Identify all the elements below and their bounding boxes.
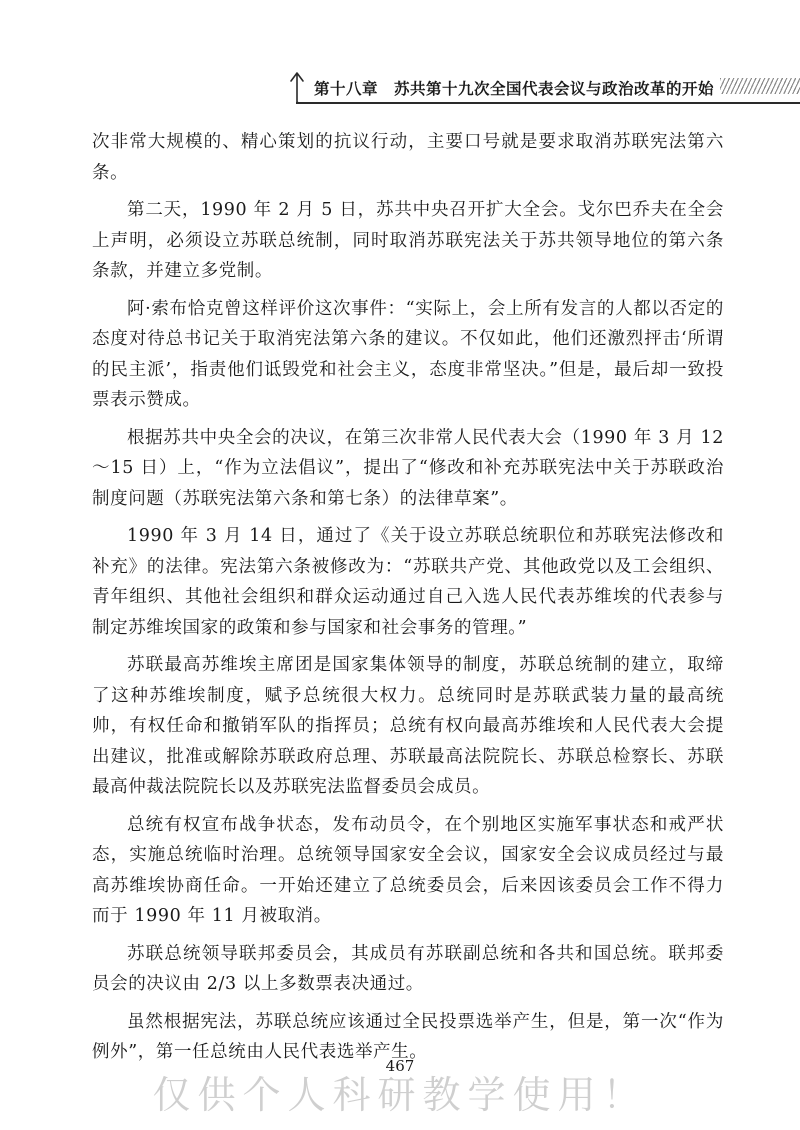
paragraph: 苏联最高苏维埃主席团是国家集体领导的制度，苏联总统制的建立，取缔了这种苏维埃制度，赋予总统很大权力。总统同时是苏联武装力量的最高统帅，有权任命和撤销军队的指挥员；总统有权向最高苏维埃和人民代表大会提出建议，批准或解除苏联政府总理、苏联最高法院院长、苏联总检察长、苏联最高仲裁法院院长以及苏联宪法监督委员会成员。 [92, 655, 724, 797]
paragraph-continued: 次非常大规模的、精心策划的抗议行动，主要口号就是要求取消苏联宪法第六条。 [92, 132, 724, 183]
paragraph: 阿·索布恰克曾这样评价这次事件：“实际上，会上所有发言的人都以否定的态度对待总书记关于取消宪法第六条的建议。不仅如此，他们还激烈抨击‘所谓的民主派’，指责他们诋毁党和社会主义，态度非常坚决。”但是，最后却一致投票表示赞成。 [92, 298, 724, 410]
header-rule [296, 102, 800, 104]
page-number: 467 [385, 1057, 415, 1075]
paragraph: 第二天，1990 年 2 月 5 日，苏共中央召开扩大全会。戈尔巴乔夫在全会上声明，必须设立苏联总统制，同时取消苏联宪法关于苏共领导地位的第六条条款，并建立多党制。 [92, 200, 724, 281]
paragraph: 苏联总统领导联邦委员会，其成员有苏联副总统和各共和国总统。联邦委员会的决议由 2/3 以上多数票表决通过。 [92, 943, 724, 994]
running-header [284, 68, 800, 104]
paragraph: 根据苏共中央全会的决议，在第三次非常人民代表大会（1990 年 3 月 12～15 日）上，“作为立法倡议”，提出了“修改和补充苏联宪法中关于苏联政治制度问题（苏联宪法第六条和第七条）的法律草案”。 [92, 427, 724, 509]
paragraph: 1990 年 3 月 14 日，通过了《关于设立苏联总统职位和苏联宪法修改和补充》的法律。宪法第六条被修改为：“苏联共产党、其他政党以及工会组织、青年组织、其他社会组织和群众运动通过自己入选人民代表苏维埃的代表参与制定苏维埃国家的政策和参与国家和社会事务的管理。” [92, 526, 724, 638]
paragraph: 总统有权宣布战争状态，发布动员令，在个别地区实施军事状态和戒严状态，实施总统临时治理。总统领导国家安全会议，国家安全会议成员经过与最高苏维埃协商任命。一开始还建立了总统委员会，后来因该委员会工作不得力而于 1990 年 11 月被取消。 [92, 814, 724, 926]
watermark: 仅供个人科研教学使用！ [152, 1073, 648, 1117]
up-arrow-icon [284, 68, 310, 104]
header-hatch-decoration [720, 78, 800, 94]
body-text [92, 127, 724, 1075]
chapter-title: 第十八章 苏共第十九次全国代表会议与政治改革的开始 [314, 80, 715, 98]
paragraph: 虽然根据宪法，苏联总统应该通过全民投票选举产生，但是，第一次“作为例外”，第一任总统由人民代表选举产生。 [92, 1011, 724, 1062]
